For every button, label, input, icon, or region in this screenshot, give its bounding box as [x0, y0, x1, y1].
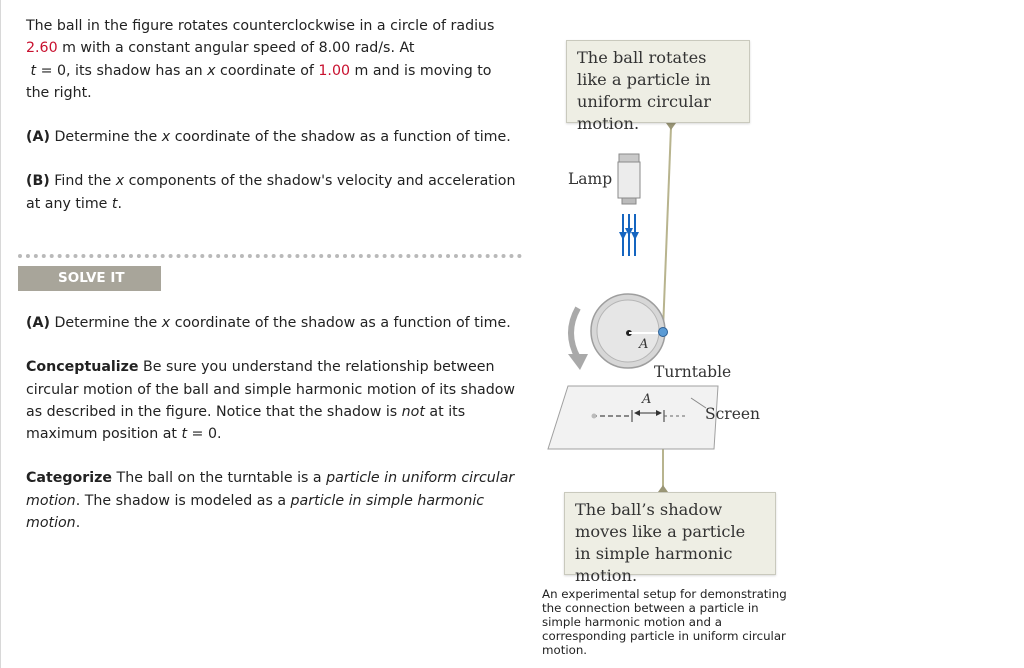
problem-part-b: (B) Find the x components of the shadow's velocity and acceleration at any time t.	[26, 173, 516, 212]
solve-section	[26, 312, 516, 556]
solve-part-a: (A) Determine the x coordinate of the shadow as a function of time.	[26, 315, 511, 331]
turntable-label: Turntable	[654, 363, 732, 381]
turntable-a-label: A	[639, 337, 649, 352]
ball-icon	[659, 328, 668, 337]
screen-icon	[548, 386, 718, 449]
problem-part-a: (A) Determine the x coordinate of the shadow as a function of time.	[26, 129, 511, 146]
callout-top: The ball rotates like a particle in uniform circular motion.	[566, 40, 750, 123]
screen-label: Screen	[705, 405, 761, 423]
lamp-label: Lamp	[568, 170, 613, 188]
x0-value: 1.00	[318, 62, 350, 79]
callout-bottom-pointer	[658, 485, 668, 492]
solve-it-tab[interactable]: SOLVE IT	[18, 266, 161, 291]
lamp-icon	[618, 154, 640, 204]
problem-intro: The ball in the figure rotates counterclockwise in a circle of radius 2.60 m with a constant angular speed of 8.00 rad/s. At t = 0, its shadow has an x coordinate of 1.00 m and is moving to the right.	[26, 18, 495, 101]
categorize-paragraph: Categorize The ball on the turntable is a particle in uniform circular motion. The shadow is modeled as a particle in simple harmonic motion.	[26, 470, 515, 532]
page-left-border	[0, 0, 1, 668]
screen-a-label: A	[642, 392, 652, 407]
callout-top-pointer	[666, 123, 676, 130]
figure	[540, 30, 800, 585]
rotation-arrow-icon	[568, 308, 588, 370]
radius-value: 2.60	[26, 40, 58, 57]
problem-statement	[26, 15, 516, 215]
leader-line-top	[663, 127, 671, 330]
callout-bottom: The ball’s shadow moves like a particle in simple harmonic motion.	[564, 492, 776, 575]
light-arrows-icon	[619, 214, 639, 256]
turntable-icon	[591, 294, 668, 368]
figure-caption: An experimental setup for demonstrating the connection between a particle in simple harmonic motion and a corresponding particle in uniform circular motion.	[542, 587, 787, 657]
dotted-divider	[18, 254, 522, 258]
conceptualize-paragraph: Conceptualize Be sure you understand the relationship between circular motion of the ball and simple harmonic motion of its shadow as described in the figure. Notice that the shadow is not at its maximum position at t = 0.	[26, 359, 515, 443]
